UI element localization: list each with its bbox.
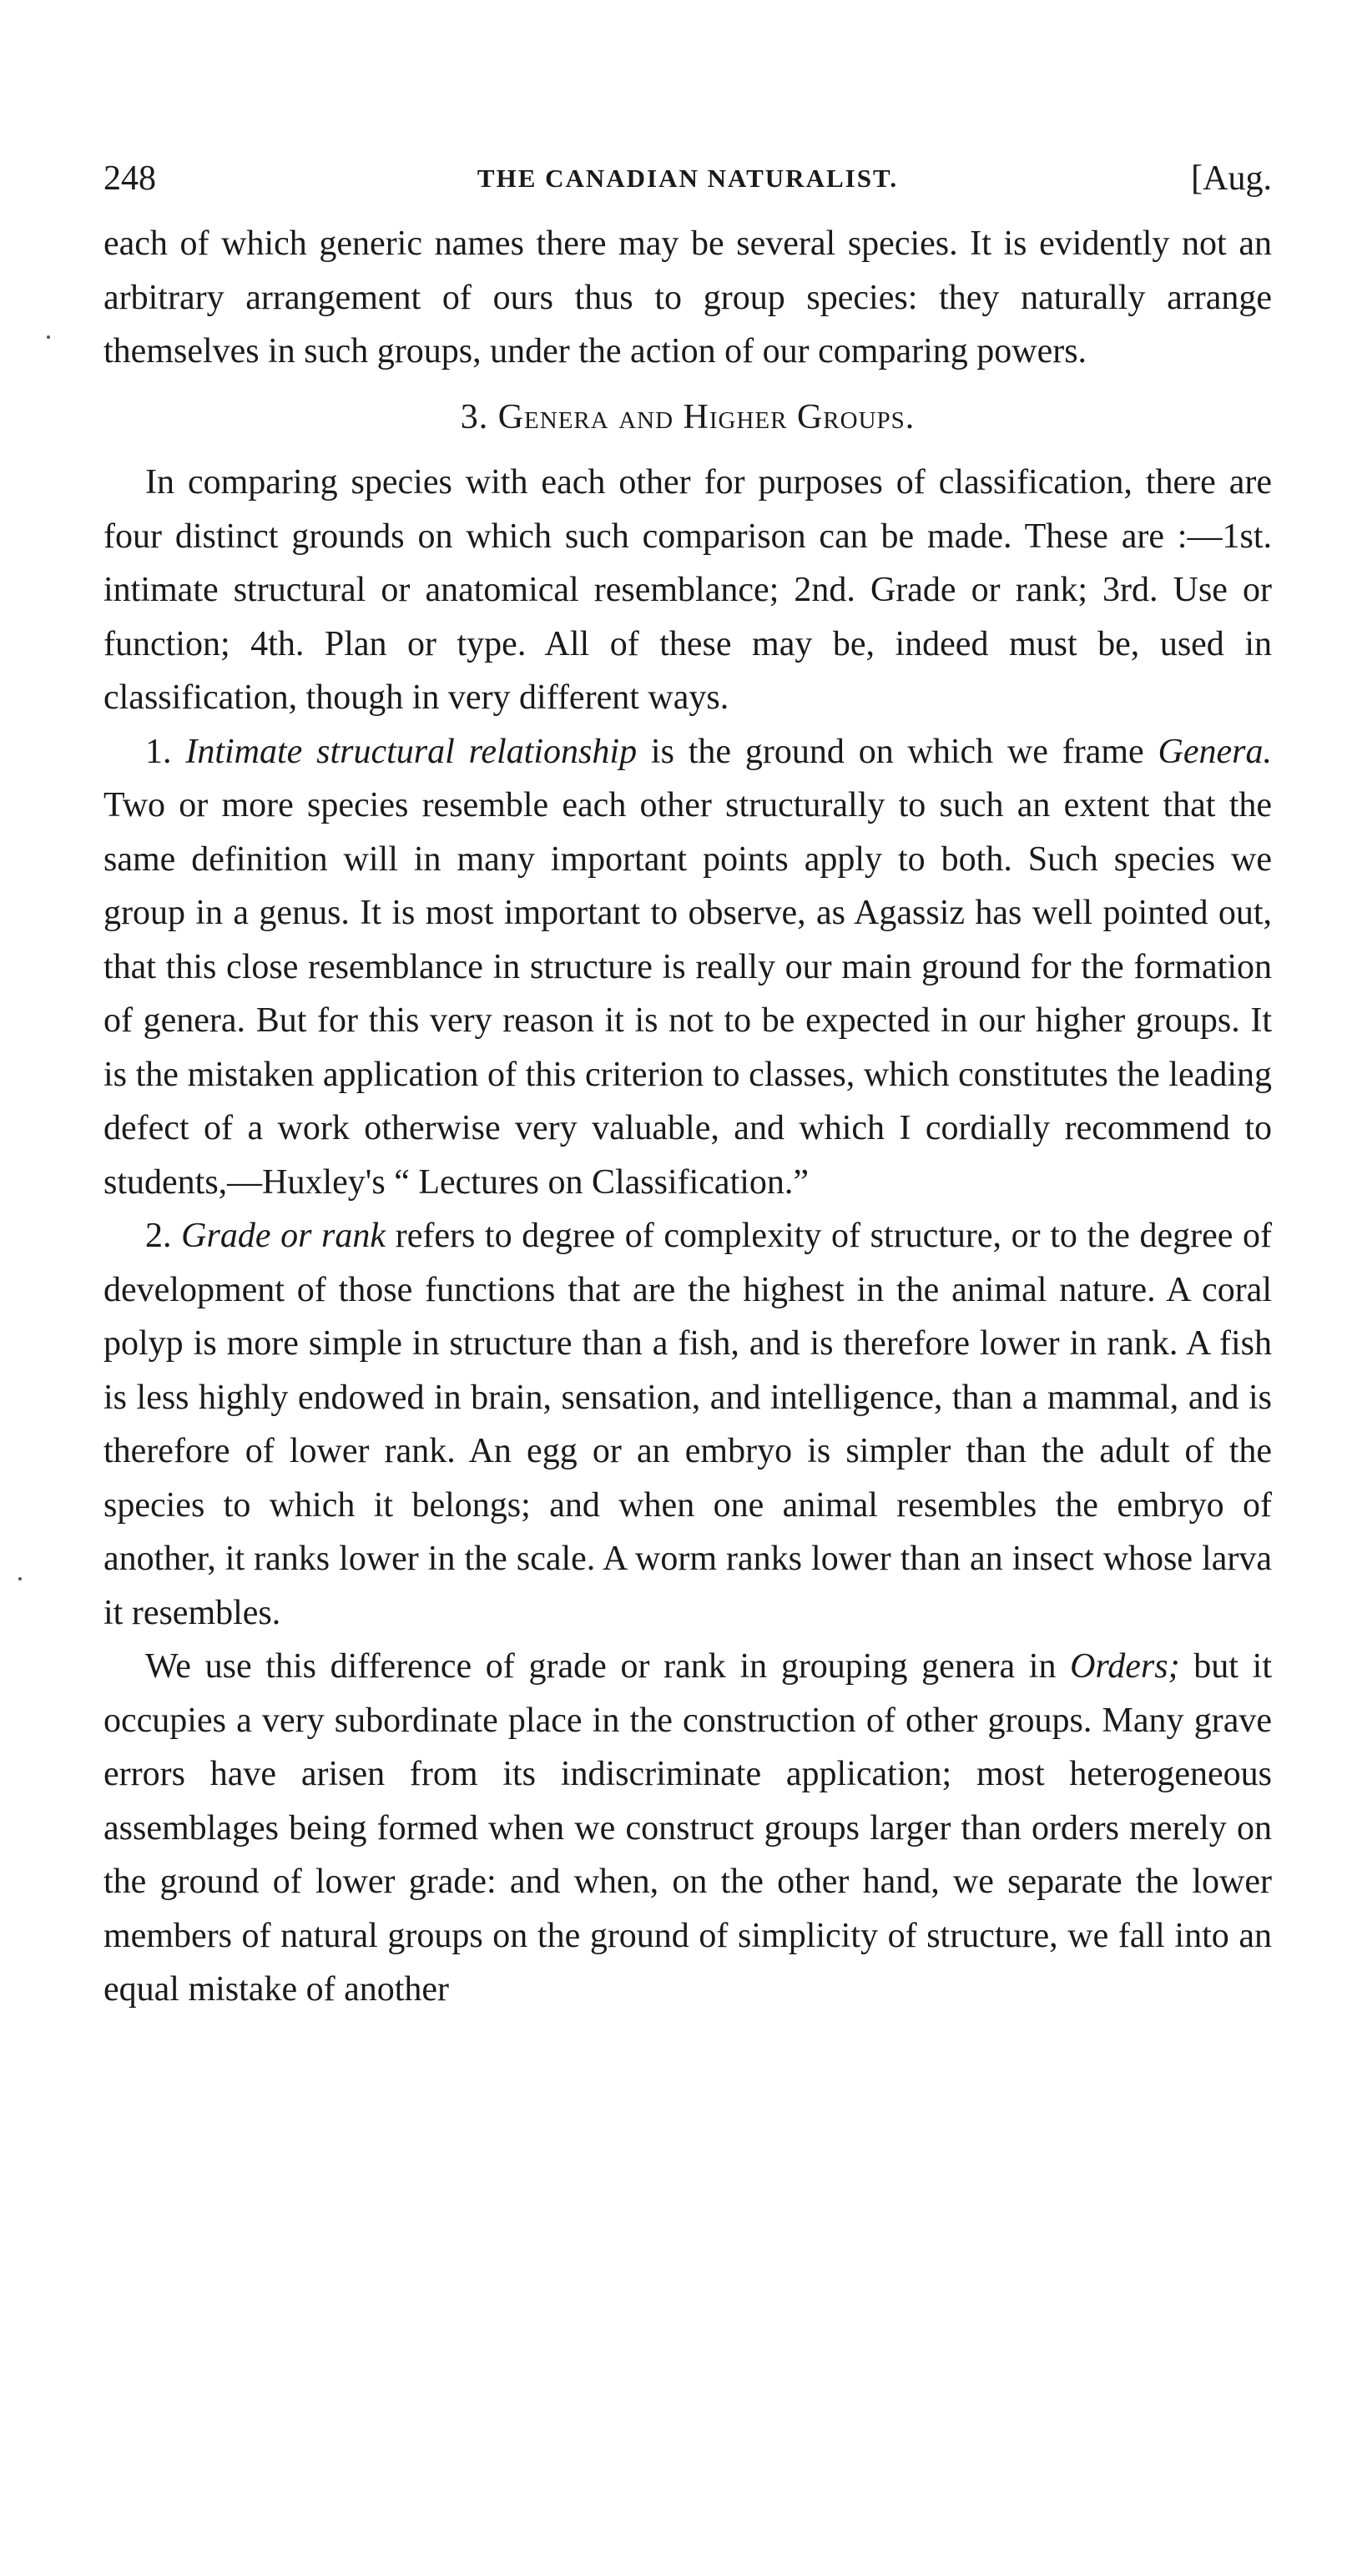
paragraph-text: is the ground on which we frame [650,732,1144,771]
item-number: 1. [145,732,172,771]
term-orders: Orders; [1070,1647,1180,1686]
paragraph-orders [103,1640,1272,2017]
term-grade: Grade or rank [181,1217,386,1255]
paragraph-grounds: In comparing species with each other for purposes of classification, there are four distinct grounds on which such comparison can be made. These are :—1st. intimate structural or anatomical resemblance; 2nd. Grade or rank; 3rd. Use or function; 4th. Plan or type. All of these may be, indeed must be, used in classification, though in very different ways. [103,463,1272,717]
item-number: 2. [145,1217,172,1255]
term-structural: Intimate structural relationship [185,732,638,771]
journal-title: THE CANADIAN NATURALIST. [477,164,899,193]
paragraph-continuation: each of which generic names there may be several species. It is evidently not an arbitrary arrangement of ours thus to group species: they naturally arrange themselves in such groups, under the action of our comparing powers. [103,224,1272,371]
term-genera: Genera. [1158,732,1272,771]
article-body [103,217,1272,2017]
page [103,159,1272,2017]
paragraph-text: refers to degree of complexity of structure, or to the degree of development of those functions that are the highest in the animal nature. A coral polyp is more simple in structure than a fish, and is therefore lower in rank. A fish is less highly endowed in brain, sensation, and intelligence, than a mammal, and is therefore of lower rank. An egg or an embryo is simpler than the adult of the species to which it belongs; and when one animal resembles the embryo of another, it ranks lower in the scale. A worm ranks lower than an insect whose larva it resembles. [103,1217,1273,1632]
paragraph-text: but it occupies a very subordinate place in the construction of other groups. Many grave errors have arisen from its indiscriminate application; most heterogeneous assemblages being formed when we construct groups larger than orders merely on the ground of lower grade: and when, on the other hand, we separate the lower members of natural groups on the ground of simplicity of structure, we fall into an equal mistake of another [103,1647,1272,2009]
paragraph-text: We use this difference of grade or rank in grouping genera in [145,1647,1057,1686]
margin-mark [47,335,50,339]
margin-mark [18,1577,22,1580]
issue-month: [Aug. [1191,159,1272,198]
paragraph-text: Two or more species resemble each other structurally to such an extent that the same definition will in many important points apply to both. Such species we group in a genus. It is most important to observe, as Agassiz has well pointed out, that this close resemblance in structure is really our main ground for the formation of genera. But for this very reason it is not to be expected in our higher groups. It is the mistaken application of this criterion to classes, which constitutes the leading defect of a work otherwise very valuable, and which I cordially recommend to students,—Huxley's “ Lectures on Classification.” [103,786,1272,1202]
paragraph-grade [103,1209,1272,1640]
paragraph-structural [103,725,1272,1210]
page-number: 248 [103,159,156,198]
section-heading: 3. Genera and Higher Groups. [460,397,916,436]
running-head [103,159,1272,217]
